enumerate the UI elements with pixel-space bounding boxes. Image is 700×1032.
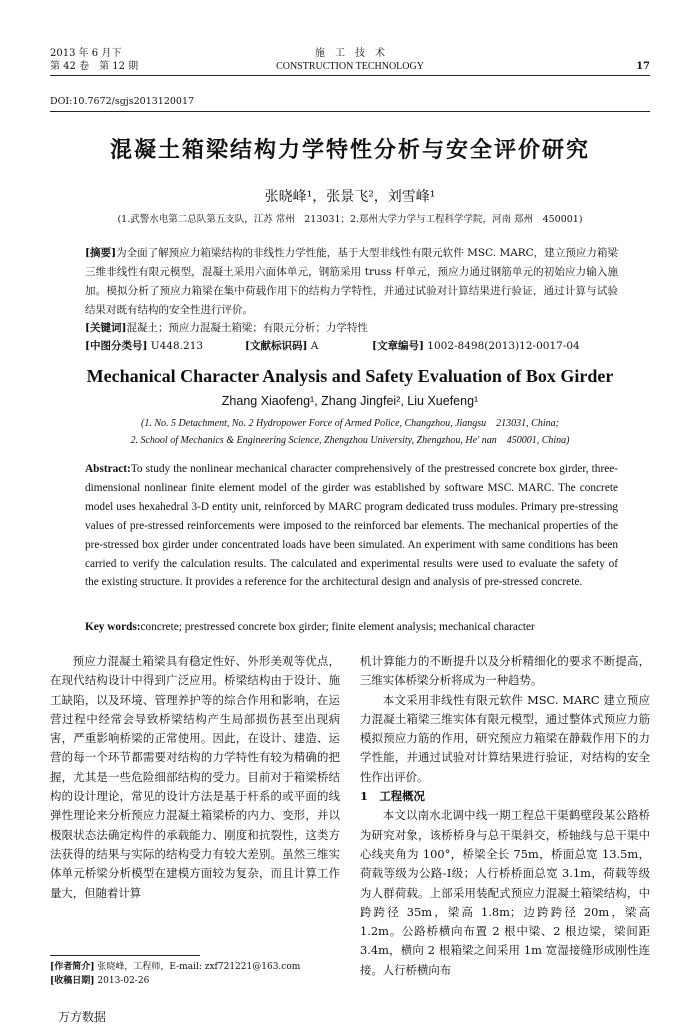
received-date-label: [收稿日期] — [50, 976, 95, 986]
footnote-rule — [50, 955, 200, 956]
volume-issue: 第 42 卷 第 12 期 — [50, 61, 139, 72]
received-date-text: 2013-02-26 — [97, 976, 150, 986]
journal-name-en: CONSTRUCTION TECHNOLOGY — [276, 61, 424, 72]
title-en: Mechanical Character Analysis and Safety Evaluation of Box Girder — [86, 366, 614, 386]
authors-en: Zhang Xiaofeng¹, Zhang Jingfei², Liu Xuefeng¹ — [221, 394, 479, 408]
author-note — [50, 960, 300, 974]
article-label: [文章编号] — [372, 340, 424, 352]
abstract-en-label: Abstract: — [85, 463, 131, 475]
doc-code — [245, 337, 318, 356]
article-number — [372, 337, 580, 356]
authors-cn: 张晓峰¹，张景飞²，刘雪峰¹ — [264, 189, 436, 205]
doi: DOI:10.7672/sgjs2013120017 — [50, 96, 195, 107]
abstract-cn-text: 为全面了解预应力箱梁结构的非线性力学性能，基于大型非线性有限元软件 MSC. MARC，建立预应力箱梁三维非线性有限元模型，混凝土采用六面体单元，钢筋采用 truss 杆单元，预应力通过钢筋单元的初始应力输入施加。模拟分析了预应力箱梁在集中荷载作用下的结构力学特性，并通过试验对计算结果进行验证，通过计算与试验结果对既有结构的安全性进行评价。 — [85, 247, 618, 316]
issue-date: 2013 年 6 月下 — [50, 48, 122, 59]
keywords-cn-label: [关键词] — [85, 322, 127, 334]
doc-value: A — [310, 340, 319, 352]
affiliation-en-1: (1. No. 5 Detachment, No. 2 Hydropower Force of Armed Police, Changzhou, Jiangsu 213031, China; — [141, 418, 559, 429]
body-paragraph: 本文采用非线性有限元软件 MSC. MARC 建立预应力混凝土箱梁三维实体有限元模型，通过整体式预应力筋模拟预应力筋的作用，研究预应力箱梁在静载作用下的力学性能，并通过试验对计算结果进行验证，对结构的安全性作出评价。 — [360, 692, 650, 784]
doc-label: [文献标识码] — [245, 340, 308, 352]
journal-name-cn: 施 工 技 术 — [315, 48, 385, 59]
keywords-cn-text: 混凝土；预应力混凝土箱梁；有限元分析；力学特性 — [126, 322, 368, 334]
section-heading: 1 工程概况 — [360, 789, 425, 804]
author-note-text: 张晓峰，工程师，E-mail: zxf721221@163.com — [97, 962, 301, 972]
abstract-cn — [85, 244, 618, 320]
keywords-en-text: concrete; prestressed concrete box girder; finite element analysis; mechanical character — [140, 621, 535, 633]
affiliations-cn: (1.武警水电第二总队第五支队，江苏 常州 213031；2.郑州大学力学与工程科学学院，河南 郑州 450001) — [117, 214, 583, 225]
abstract-en-text: To study the nonlinear mechanical character comprehensively of the prestressed concrete box girder, three-dimensional nonlinear finite element model of the girder was established by software MSC. MARC. The concrete model uses hexahedral 3-D entity unit, reinforced by MARC program dedicated truss modules. Primary pre-stressing values of pre-stressed reinforcements were imposed to the reinforced bar elements. The mechanical properties of the pre-stressed box girder under concentrated loads have been simulated. An experiment with same conditions has been carried to verify the calculation results. The calculated and experimental results were used to evaluate the safety of the existing structure. It provides a reference for the architectural design and analysis of pre-stressed concrete. — [85, 463, 618, 589]
clc-label: [中图分类号] — [85, 340, 148, 352]
keywords-en — [85, 618, 618, 637]
abstract-en — [85, 460, 618, 592]
body-paragraph: 预应力混凝土箱梁具有稳定性好、外形美观等优点，在现代结构设计中得到广泛应用。桥梁结构由于设计、施工缺陷，以及环境、管理养护等的综合作用和影响，在运营过程中经常会导致桥梁结构产生局部损伤甚至出现病害，严重影响桥梁的正常使用。因此，在设计、建造、运营的每一个环节都需要对结构的力学特性有较为精确的把握，尤其是一些危险细部结构的受力。目前对于箱梁桥结构的设计理论，常见的设计方法是基于杆系的或平面的线弹性理论来分析预应力混凝土箱梁桥的内力、变形，并以极限状态法确定构件的承载能力、刚度和抗裂性，这类方法获得的结果与实际的结构受力有较大差别。虽然三维实体单元桥梁分析模型在建模方面较为复杂，而且计算工作量大，但随着计算 — [50, 654, 340, 900]
clc-number — [85, 337, 203, 356]
body-left-column — [50, 652, 340, 947]
title-cn: 混凝土箱梁结构力学特性分析与安全评价研究 — [109, 137, 590, 163]
article-value: 1002-8498(2013)12-0017-04 — [427, 340, 580, 352]
clc-value: U448.213 — [150, 340, 204, 352]
abstract-cn-label: [摘要] — [85, 247, 117, 259]
keywords-cn — [85, 319, 618, 338]
watermark: 万方数据 — [58, 1010, 107, 1024]
page-number: 17 — [636, 61, 650, 72]
body-paragraph: 机计算能力的不断提升以及分析精细化的要求不断提高，三维实体桥梁分析将成为一种趋势。 — [360, 654, 650, 688]
author-note-label: [作者简介] — [50, 962, 95, 972]
received-date — [50, 974, 149, 988]
affiliation-en-2: 2. School of Mechanics & Engineering Science, Zhengzhou University, Zhengzhou, He' nan 450001, China) — [130, 435, 570, 446]
body-right-column — [360, 652, 650, 1007]
keywords-en-label: Key words: — [85, 621, 141, 633]
doi-rule — [50, 111, 650, 112]
header-rule — [50, 75, 650, 76]
body-paragraph: 本文以南水北调中线一期工程总干渠鹤壁段某公路桥为研究对象，该桥桥身与总干渠斜交，桥轴线与总干渠中心线夹角为 100°，桥梁全长 75m，桥面总宽 13.5m，荷载等级为公路-Ⅰ级；人行桥桥面总宽 3.1m，荷载等级为人群荷载。上部采用装配式预应力混凝土箱梁结构，中跨跨径 35m，梁高 1.8m；边跨跨径 20m，梁高 1.2m。公路桥横向布置 2 根中梁、2 根边梁，梁间距 3.4m，横向 2 根箱梁之间采用 1m 宽湿接缝形成刚性连接。人行桥横向布 — [360, 808, 650, 977]
